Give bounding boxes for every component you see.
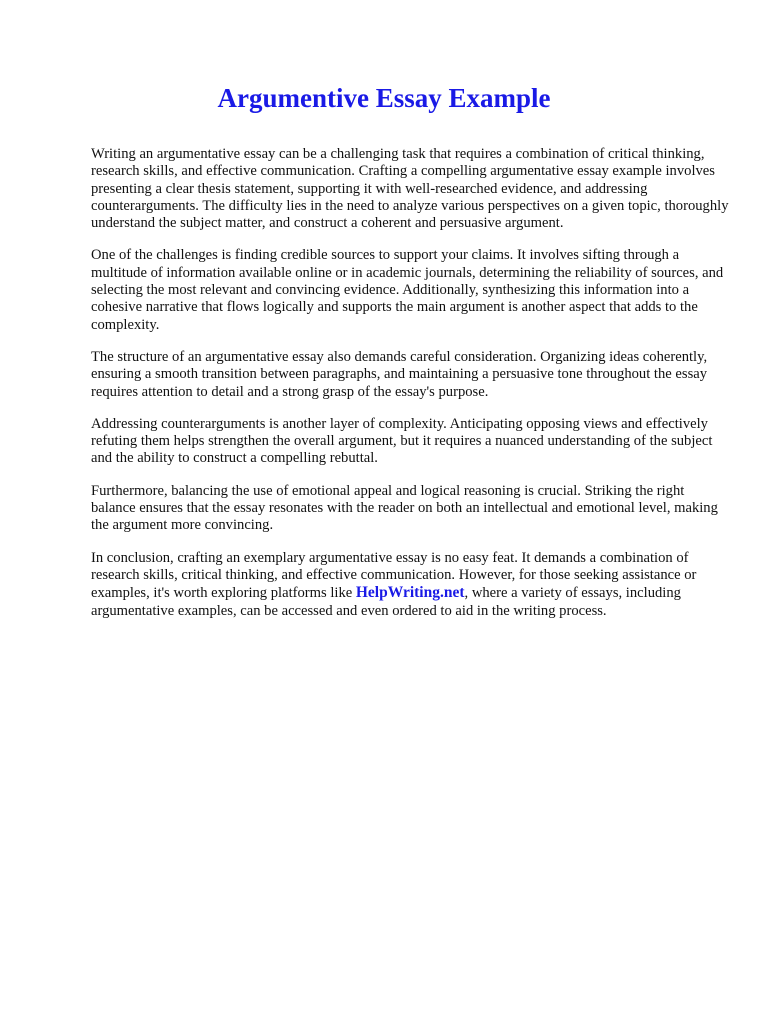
conclusion-text-after-link: , where a variety of essays, including argumentative examples, can be accessed and even ordered to aid in the writing process. <box>91 585 681 619</box>
helpwriting-link[interactable]: HelpWriting.net <box>355 584 465 602</box>
paragraph-intro: Writing an argumentative essay can be a challenging task that requires a combination of critical thinking, research skills, and effective communication. Crafting a compelling argumentative essay example involves presenting a clear thesis statement, supporting it with well-researched evidence, and addressing counterarguments. The difficulty lies in the need to analyze various perspectives on a given topic, thoroughly understand the subject matter, and construct a coherent and persuasive argument. <box>91 146 729 232</box>
paragraph-counterarguments: Addressing counterarguments is another layer of complexity. Anticipating opposing views and effectively refuting them helps strengthen the overall argument, but it requires a nuanced understanding of the subject and the ability to construct a compelling rebuttal. <box>91 415 713 467</box>
paragraph-structure: The structure of an argumentative essay also demands careful consideration. Organizing ideas coherently, ensuring a smooth transition between paragraphs, and maintaining a persuasive tone throughout the essay requires attention to detail and a strong grasp of the essay's purpose. <box>91 348 708 400</box>
page-title: Argumentive Essay Example <box>217 83 551 113</box>
essay-body <box>91 146 731 635</box>
conclusion-text-before-link: In conclusion, crafting an exemplary argumentative essay is no easy feat. It demands a combination of research skills, critical thinking, and effective communication. However, for those seeking assistance or examples, it's worth exploring platforms like <box>91 549 697 602</box>
paragraph-balance: Furthermore, balancing the use of emotional appeal and logical reasoning is crucial. Striking the right balance ensures that the essay resonates with the reader on both an intellectual and emotional level, making the argument more convincing. <box>91 482 718 534</box>
paragraph-conclusion <box>91 550 731 620</box>
paragraph-sources: One of the challenges is finding credible sources to support your claims. It involves sifting through a multitude of information available online or in academic journals, determining the reliability of sources, and selecting the most relevant and convincing evidence. Additionally, synthesizing this information into a cohesive narrative that flows logically and supports the main argument is another aspect that adds to the complexity. <box>91 247 724 333</box>
